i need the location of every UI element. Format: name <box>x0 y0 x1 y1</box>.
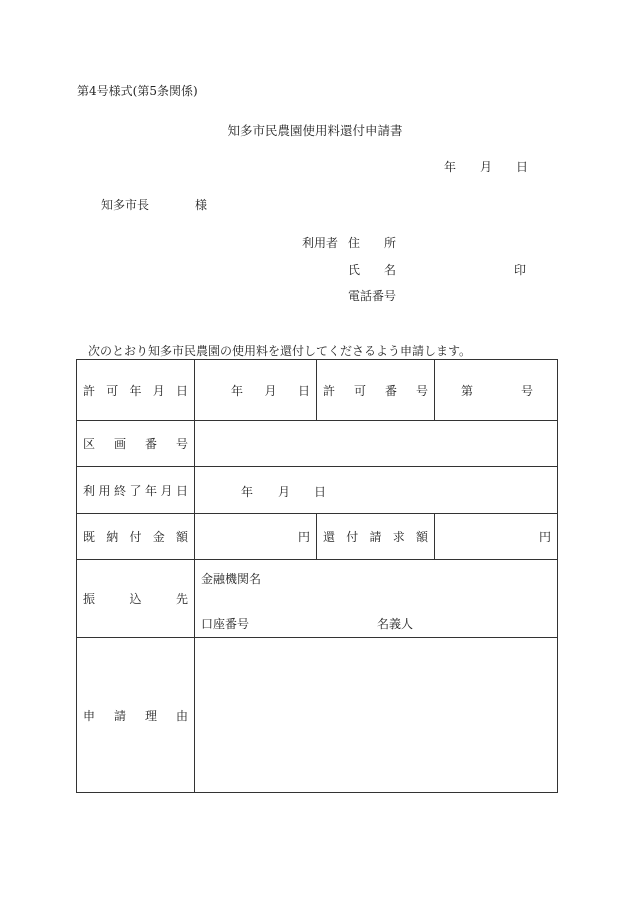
permit-date-month: 月 <box>264 383 277 398</box>
table-row <box>77 638 558 793</box>
plot-number-field[interactable] <box>195 421 558 467</box>
seal-label: 印 <box>514 263 527 277</box>
end-date-label: 利用終了年月日 <box>83 483 188 498</box>
permit-number-label-cell <box>317 360 435 421</box>
name-label-1: 氏 <box>348 263 361 277</box>
refund-amount-label: 還付請求額 <box>323 529 428 544</box>
refund-amount-label-cell <box>317 513 435 559</box>
permit-number-suffix: 号 <box>520 383 533 398</box>
table-row <box>77 421 558 467</box>
paid-amount-unit: 円 <box>297 529 310 544</box>
form-number: 第4号様式(第5条関係) <box>77 84 198 98</box>
refund-amount-field[interactable] <box>435 513 558 559</box>
end-date-month: 月 <box>278 485 291 500</box>
table-row <box>77 467 558 513</box>
reason-field[interactable] <box>195 638 558 793</box>
phone-label: 電話番号 <box>348 289 397 303</box>
date-day-label: 日 <box>516 160 529 174</box>
table-row <box>77 360 558 421</box>
refund-amount-unit: 円 <box>538 529 551 544</box>
intro-text: 次のとおり知多市民農園の使用料を還付してくださるよう申請します。 <box>88 344 472 358</box>
end-date-year: 年 <box>241 485 254 500</box>
paid-amount-label-cell <box>77 513 195 559</box>
application-table <box>76 359 558 793</box>
plot-number-label: 区画番号 <box>83 437 188 452</box>
transfer-label: 振込先 <box>83 592 188 607</box>
reason-label: 申請理由 <box>83 708 188 723</box>
reason-label-cell <box>77 638 195 793</box>
address-label-2: 所 <box>384 236 397 250</box>
permit-number-prefix: 第 <box>461 383 474 398</box>
document-title: 知多市民農園使用料還付申請書 <box>227 123 403 138</box>
permit-date-field[interactable] <box>195 360 317 421</box>
paid-amount-label: 既納付金額 <box>83 529 188 544</box>
permit-date-label-cell <box>77 360 195 421</box>
addressee: 知多市長 <box>101 198 150 212</box>
name-label-2: 名 <box>384 263 397 277</box>
permit-date-day: 日 <box>297 383 310 398</box>
permit-number-label: 許可番号 <box>323 383 428 398</box>
end-date-day: 日 <box>314 485 327 500</box>
plot-number-label-cell <box>77 421 195 467</box>
permit-number-field[interactable] <box>435 360 558 421</box>
end-date-label-cell <box>77 467 195 513</box>
account-holder-label: 名義人 <box>377 617 414 632</box>
date-month-label: 月 <box>480 160 493 174</box>
transfer-field[interactable] <box>195 559 558 637</box>
end-date-field[interactable] <box>195 467 558 513</box>
address-label-1: 住 <box>348 236 361 250</box>
table-row <box>77 513 558 559</box>
permit-date-year: 年 <box>231 383 244 398</box>
account-number-label: 口座番号 <box>201 617 250 632</box>
date-year-label: 年 <box>444 160 457 174</box>
applicant-label: 利用者 <box>302 236 339 250</box>
paid-amount-field[interactable] <box>195 513 317 559</box>
bank-name-label: 金融機関名 <box>201 572 262 587</box>
transfer-label-cell <box>77 559 195 637</box>
permit-date-label: 許可年月日 <box>83 383 188 398</box>
honorific: 様 <box>195 198 208 212</box>
table-row <box>77 559 558 637</box>
